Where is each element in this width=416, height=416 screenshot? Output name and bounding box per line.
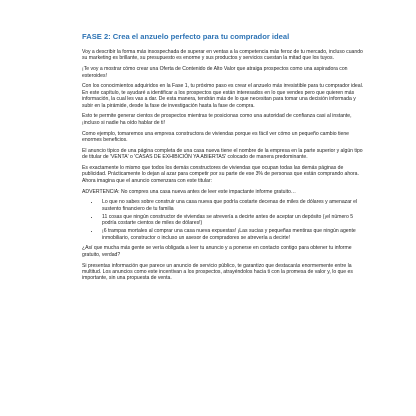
- page-title: FASE 2: Crea el anzuelo perfecto para tu comprador ideal: [82, 32, 290, 41]
- paragraph-example: Como ejemplo, tomaremos una empresa constructora de viviendas porque es fácil ver cómo un pequeño cambio tiene enormes beneficios.: [82, 130, 349, 144]
- paragraph-intro: Voy a describir la forma más insospechada de superar en ventas a la competencia más feroz de tu mercado, incluso cuando su marketing es brillante, su presupuesto es enorme y sus productos y servicios cuestan la mitad que los tuyos.: [82, 49, 363, 62]
- paragraph-competition: Es exactamente lo mismo que todos los demás constructores de viviendas que ocupan todas las demás páginas de publicidad. Prácticamente lo dejan al azar para competir por su parte de ese 3% de personas que están comprando ahora. Ahora imagina que el anuncio comenzara con este titular:: [82, 165, 359, 184]
- paragraph-question: ¿Así que mucha más gente se vería obligada a leer tu anuncio y a ponerse en contacto contigo para obtener tu informe gratuito, verdad?: [82, 245, 352, 258]
- paragraph-authority: Esto te permite generar cientos de prospectos mientras te posicionas como una autoridad de confianza casi al instante, ¡incluso si nadie ha oído hablar de ti!: [82, 113, 352, 126]
- paragraph-conclusion: Si presentas información que parece un anuncio de servicio público, te garantizo que destacarás enormemente entre la multitud. Los anuncios como este incentivan a los prospectos, atrayéndolos hacia ti con la promesa de valor y, lo que es importante, sin una propuesta de venta.: [82, 262, 353, 282]
- bullet-list: [82, 199, 366, 241]
- paragraph-typical-ad: El anuncio típico de una página completa de una casa nueva tiene el nombre de la empresa en la parte superior y algún tipo de titular de 'VENTA' o 'CASAS DE EXHIBICIÓN YA ABIERTAS' colocado de manera predominante.: [82, 147, 363, 161]
- list-item: • Lo que no sabes sobre construir una casa nueva que podría costarte decenas de miles de dólares y amenazar el sustento financiero de tu familia: [100, 199, 366, 212]
- list-item: • 11 cosas que ningún constructor de viviendas se atrevería a decirte antes de aceptar un depósito (¡el número 5 podría costarte cientos de miles de dólares!): [100, 214, 366, 227]
- paragraph-warning-headline: ADVERTENCIA: No compres una casa nueva antes de leer este impactante informe gratuito…: [82, 188, 296, 195]
- paragraph-phase-1: Con los conocimientos adquiridos en la Fase 1, tu próximo paso es crear el anzuelo más irresistible para tu comprador ideal. En este capítulo, te ayudaré a identificar a los prospectos que están interesados en lo que vendes pero que quieren más información, la cual les vas a dar. De esta manera, tendrán más de lo que necesitan para tomar una decisión informada y subir en la pirámide, desde la fase de investigación hasta la fase de compra.: [82, 83, 364, 109]
- paragraph-offer: ¡Te voy a mostrar cómo crear una Oferta de Contenido de Alto Valor que atraiga prospectos como una aspiradora con esteroides!: [82, 66, 348, 79]
- list-item: • ¡6 trampas mortales al comprar una casa nueva expuestas! ¡Las sucias y pequeñas mentiras que ningún agente inmobiliario, constructor o incluso un asesor de compradores se atrevería a decirte!: [100, 228, 366, 241]
